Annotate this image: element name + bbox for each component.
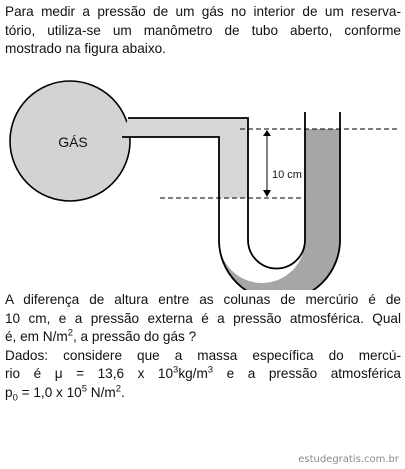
question-line-4: Dados: considere que a massa específica do mercú-	[5, 347, 401, 363]
question-line-6: $p_0 = 1,0$ x $10^5$ $N/m^2$.	[5, 382, 125, 404]
connecting-tube	[122, 118, 248, 198]
arrow-head-down	[263, 190, 271, 197]
question-line-2: 10 cm, e a pressão externa é a pressão atmosférica. Qual	[5, 310, 401, 326]
question-line-3: é, em $N/m^2$, a pressão do gás ?	[5, 327, 197, 344]
intro-line-1: Para medir a pressão de um gás no interior de um reserva-	[5, 4, 401, 19]
question-line-1: A diferença de altura entre as colunas de mercúrio é de	[5, 292, 401, 307]
watermark: estudegratis.com.br	[298, 454, 399, 465]
question-paragraph	[5, 291, 401, 402]
tank-label: GÁS	[58, 134, 88, 150]
height-label: 10 cm	[272, 169, 302, 181]
question-line-5: rio é μ = 13,6 x $10^3kg/m^3$ e a pressão atmosférica	[5, 364, 401, 381]
arrow-head-up	[263, 130, 271, 136]
intro-line-2: tório, utiliza-se um manômetro de tubo aberto, conforme	[5, 22, 401, 38]
intro-line-3: mostrado na figura abaixo.	[5, 41, 166, 56]
